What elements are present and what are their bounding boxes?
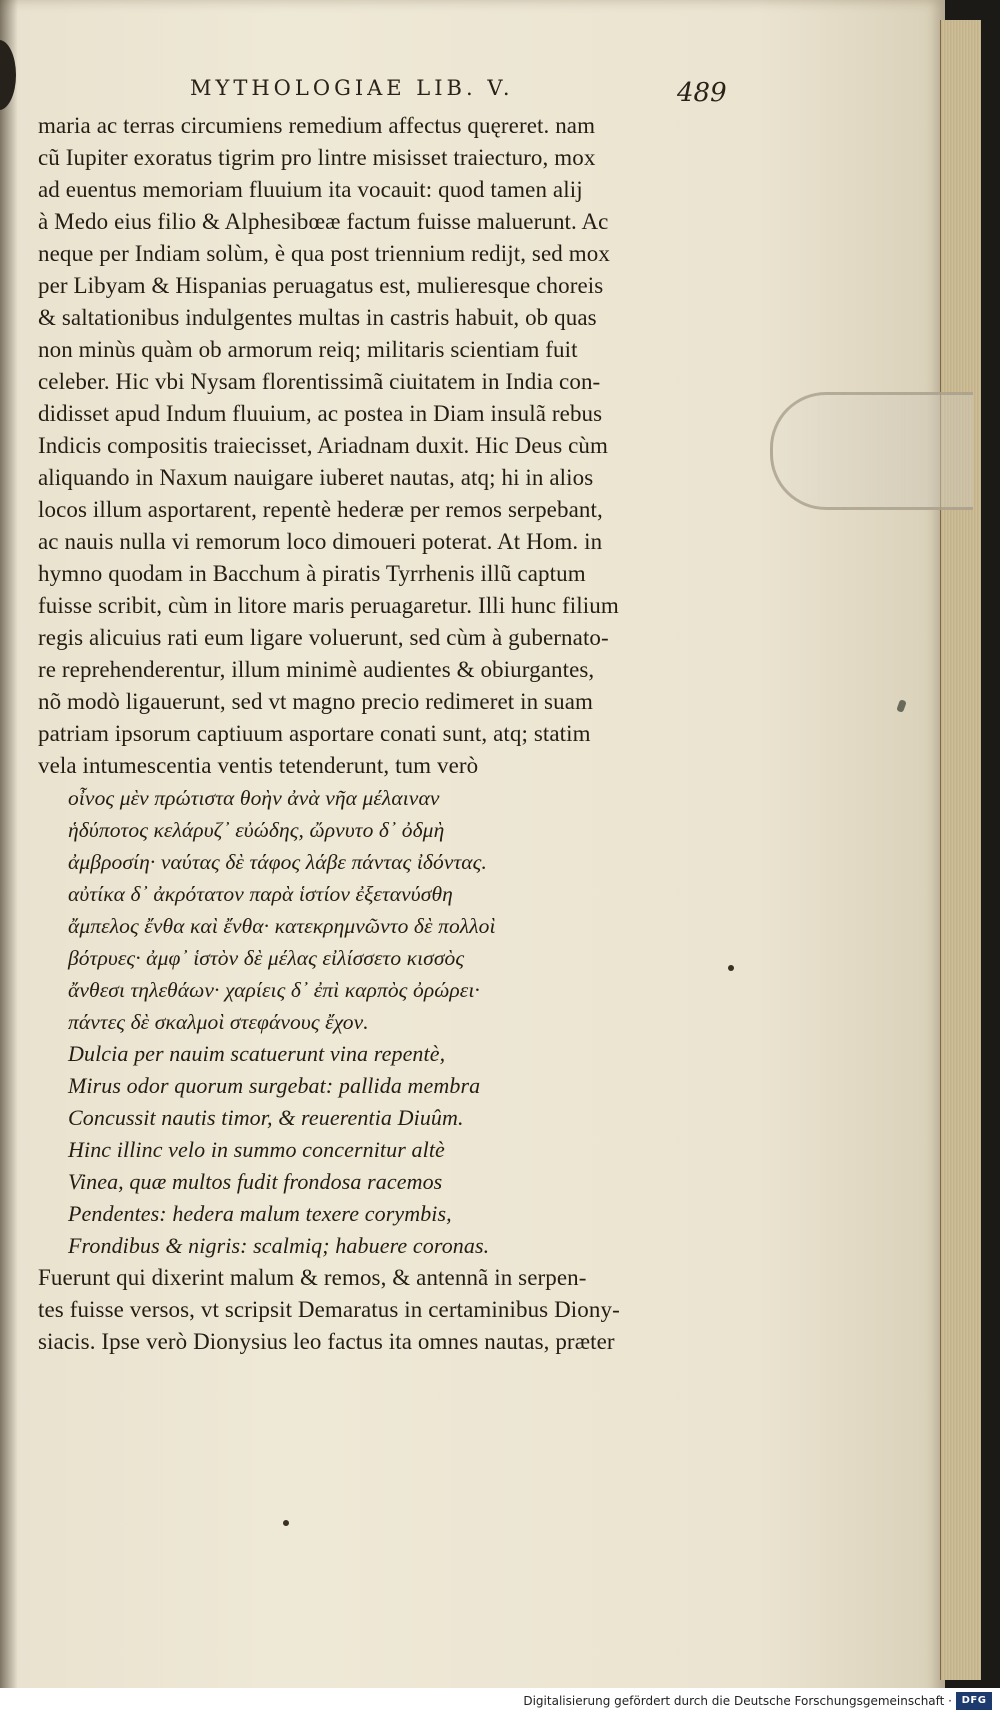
prose-line: vela intumescentia ventis tetenderunt, tum verò	[38, 753, 479, 778]
prose-line: celeber. Hic vbi Nysam florentissimã ciuitatem in India con-	[38, 369, 601, 394]
prose-line: cũ Iupiter exoratus tigrim pro lintre misisset traiecturo, mox	[38, 145, 596, 170]
greek-verse-line: πάντες δὲ σκαλμοὶ στεφάνους ἔχον.	[68, 1010, 369, 1034]
latin-verse-line: Mirus odor quorum surgebat: pallida membra	[68, 1073, 481, 1098]
greek-verse-section	[38, 782, 718, 1038]
page-number: 489	[677, 78, 727, 108]
greek-verse-line: ἡδύποτος κελάρυζ᾽ εὐώδης, ὤρνυτο δ᾽ ὀδμὴ	[68, 818, 445, 842]
prose-line: fuisse scribit, cùm in litore maris peruagaretur. Illi hunc filium	[38, 593, 619, 618]
latin-verse-line: Frondibus & nigris: scalmiq; habuere coronas.	[68, 1233, 490, 1258]
prose-line: regis alicuius rati eum ligare voluerunt, sed cùm à gubernato-	[38, 625, 609, 650]
prose-line: hymno quodam in Bacchum à piratis Tyrrhenis illũ captum	[38, 561, 586, 586]
page-clip	[770, 392, 973, 510]
ink-speck	[283, 1520, 289, 1526]
prose-line: didisset apud Indum fluuium, ac postea in Diam insulã rebus	[38, 401, 603, 426]
ink-speck	[728, 965, 734, 971]
prose-line: locos illum asportarent, repentè hederæ per remos serpebant,	[38, 497, 603, 522]
prose-line: & saltationibus indulgentes multas in castris habuit, ob quas	[38, 305, 597, 330]
funding-credit: Digitalisierung gefördert durch die Deutsche Forschungsgemeinschaft ·	[523, 1694, 952, 1708]
prose-line: patriam ipsorum captiuum asportare conati sunt, atq; statim	[38, 721, 591, 746]
latin-verse-line: Vinea, quæ multos fudit frondosa racemos	[68, 1169, 443, 1194]
latin-verse-line: Pendentes: hedera malum texere corymbis,	[68, 1201, 452, 1226]
prose-line: per Libyam & Hispanias peruagatus est, mulieresque choreis	[38, 273, 604, 298]
running-head: MYTHOLOGIAE LIB. V.	[190, 76, 514, 100]
binding-shadow	[0, 0, 18, 1718]
latin-verse-line: Concussit nautis timor, & reuerentia Diuûm.	[68, 1105, 464, 1130]
greek-verse-line: αὐτίκα δ᾽ ἀκρότατον παρὰ ἱστίον ἐξετανύσθη	[68, 882, 453, 906]
prose-line: re reprehenderentur, illum minimè audientes & obiurgantes,	[38, 657, 595, 682]
prose-line: ac nauis nulla vi remorum loco dimoueri poterat. At Hom. in	[38, 529, 603, 554]
page-fore-edge	[940, 20, 981, 1680]
prose-line: neque per Indiam solùm, è qua post triennium redijt, sed mox	[38, 241, 610, 266]
greek-verse-line: ἀμβροσίη· ναύτας δὲ τάφος λάβε πάντας ἰδόντας.	[68, 850, 487, 874]
greek-verse-line: βότρυες· ἀμφ᾽ ἱστὸν δὲ μέλας εἰλίσσετο κισσὸς	[68, 946, 465, 970]
prose-line: non minùs quàm ob armorum reiq; militaris scientiam fuit	[38, 337, 578, 362]
prose-line: aliquando in Naxum nauigare iuberet nautas, atq; hi in alios	[38, 465, 594, 490]
latin-verse-section	[38, 1038, 718, 1262]
greek-verse-line: ἄμπελος ἔνθα καὶ ἔνθα· κατεκρημνῶντο δὲ πολλοὶ	[68, 914, 496, 938]
prose-line: maria ac terras circumiens remedium affectus quęreret. nam	[38, 113, 596, 138]
greek-verse-line: οἶνος μὲν πρώτιστα θοὴν ἀνὰ νῆα μέλαιναν	[68, 786, 440, 810]
prose-section	[38, 110, 718, 782]
dfg-logo: DFG	[956, 1692, 992, 1710]
latin-verse-line: Hinc illinc velo in summo concernitur altè	[68, 1137, 445, 1162]
prose-line: siacis. Ipse verò Dionysius leo factus ita omnes nautas, præter	[38, 1329, 615, 1354]
prose-line: Fuerunt qui dixerint malum & remos, & antennã in serpen-	[38, 1265, 587, 1290]
prose-line: à Medo eius filio & Alphesibœæ factum fuisse maluerunt. Ac	[38, 209, 609, 234]
prose-line: nõ modò ligauerunt, sed vt magno precio redimeret in suam	[38, 689, 594, 714]
prose-line: Indicis compositis traiecisset, Ariadnam duxit. Hic Deus cùm	[38, 433, 609, 458]
text-block	[38, 110, 718, 1358]
prose-line: ad euentus memoriam fluuium ita vocauit: quod tamen alij	[38, 177, 583, 202]
greek-verse-line: ἄνθεσι τηλεθάων· χαρίεις δ᾽ ἐπὶ καρπὸς ὀρώρει·	[68, 978, 480, 1002]
closing-prose-section	[38, 1262, 718, 1358]
prose-line: tes fuisse versos, vt scripsit Demaratus in certaminibus Diony-	[38, 1297, 620, 1322]
latin-verse-line: Dulcia per nauim scatuerunt vina repentè,	[68, 1041, 446, 1066]
